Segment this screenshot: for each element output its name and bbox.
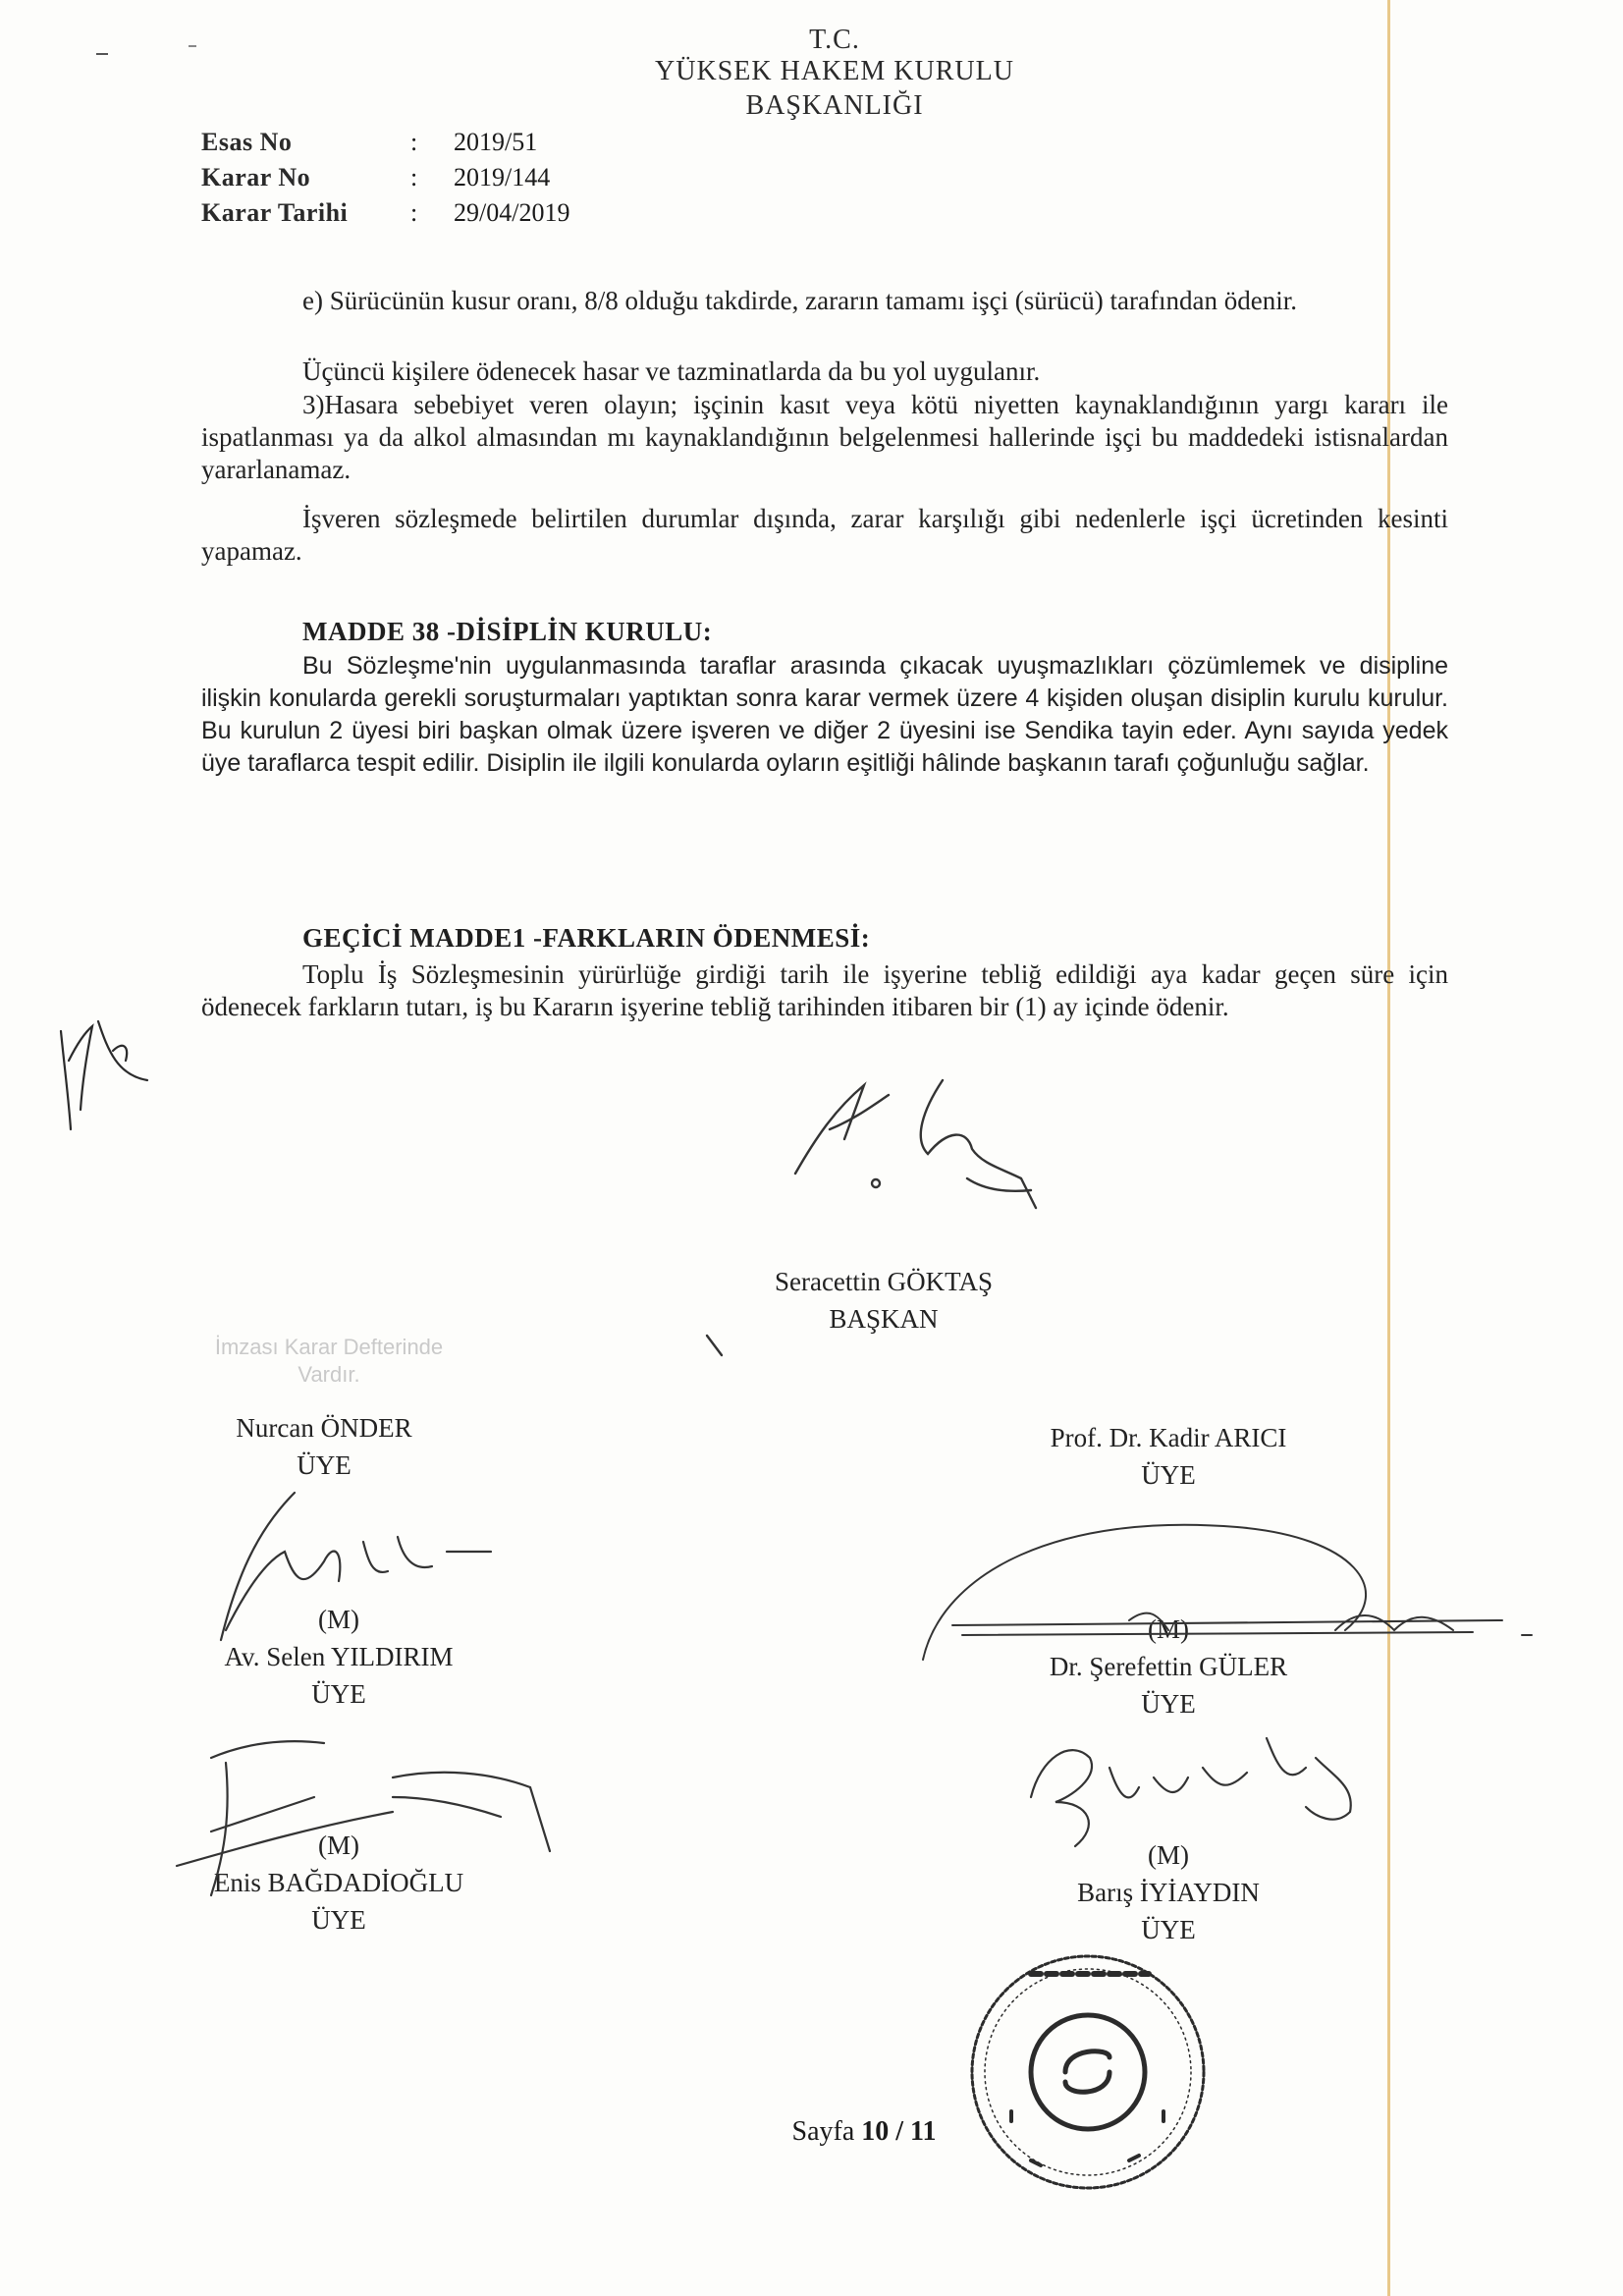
member3-mark: (M) xyxy=(318,1605,359,1634)
header-presidency: BAŞKANLIĞI xyxy=(745,90,924,121)
member4-signature xyxy=(923,1525,1532,1660)
karar-tarihi-colon: : xyxy=(410,198,418,227)
paragraph-third-parties: Üçüncü kişilere ödenecek hasar ve tazminatlarda da bu yol uygulanır. xyxy=(302,356,1041,386)
member5-signature xyxy=(177,1741,550,1895)
member4-role: ÜYE xyxy=(1141,1689,1196,1719)
official-seal xyxy=(972,1956,1204,2188)
page-footer-prefix: Sayfa xyxy=(791,2116,855,2147)
member1-name: Nurcan ÖNDER xyxy=(236,1413,412,1443)
heading-gecici-madde: GEÇİCİ MADDE1 -FARKLARIN ÖDENMESİ: xyxy=(302,923,871,953)
member6-name: Barış İYİAYDIN xyxy=(1077,1878,1260,1907)
faded-note-line2: Vardır. xyxy=(298,1362,360,1387)
page-footer-number: 10 / 11 xyxy=(861,2116,937,2147)
member6-mark: (M) xyxy=(1148,1840,1189,1870)
margin-initials xyxy=(61,1021,147,1129)
karar-no-label: Karar No xyxy=(201,163,311,191)
member3-name: Av. Selen YILDIRIM xyxy=(224,1642,454,1671)
header-institution: YÜKSEK HAKEM KURULU xyxy=(655,56,1014,86)
chair-signature xyxy=(707,1080,1036,1355)
esas-no-colon: : xyxy=(410,128,418,156)
member5-mark: (M) xyxy=(318,1831,359,1860)
member1-role: ÜYE xyxy=(297,1450,352,1480)
header-tc: T.C. xyxy=(809,25,860,55)
member6-signature xyxy=(1031,1738,1351,1846)
chair-name: Seracettin GÖKTAŞ xyxy=(774,1267,994,1296)
esas-no-label: Esas No xyxy=(201,128,293,156)
paragraph-employer: İşveren sözleşmede belirtilen durumlar dışında, zarar karşılığı gibi nedenlerle işçi ücretinden kesinti yapamaz. xyxy=(201,504,1448,566)
karar-tarihi-value: 29/04/2019 xyxy=(454,198,570,227)
member3-signature xyxy=(221,1493,491,1640)
member4-mark: (M) xyxy=(1148,1614,1189,1644)
member4-name: Dr. Şerefettin GÜLER xyxy=(1049,1652,1288,1681)
karar-no-colon: : xyxy=(410,163,418,191)
karar-no-value: 2019/144 xyxy=(454,163,551,191)
member3-role: ÜYE xyxy=(311,1679,366,1709)
chair-role: BAŞKAN xyxy=(829,1304,939,1334)
heading-madde-38: MADDE 38 -DİSİPLİN KURULU: xyxy=(302,617,713,646)
paragraph-e: e) Sürücünün kusur oranı, 8/8 olduğu takdirde, zararın tamamı işçi (sürücü) tarafından ödenir. xyxy=(302,286,1297,315)
paragraph-madde-38: Bu Sözleşme'nin uygulanmasında taraflar arasında çıkacak uyuşmazlıkları çözümlemek ve disipline ilişkin konularda gerekli soruşturmaları yaptıktan sonra karar vermek üzere 4 kişiden oluşan disiplin kurulu kurulur. Bu kurulun 2 üyesi biri başkan olmak üzere işveren ve diğer 2 üyesini ise Sendika tayin eder. Aynı sayıda yedek üye taraflarca tespit edilir. Disiplin ile ilgili konularda oyların eşitliği hâlinde başkanın tarafı çoğunluğu sağlar. xyxy=(201,652,1448,777)
paragraph-3: 3)Hasara sebebiyet veren olayın; işçinin kasıt veya kötü niyetten kaynaklandığının yargı kararı ile ispatlanması ya da alkol almasından mı kaynaklandığının belgelenmesi hallerinde işçi bu maddedeki istisnalardan yararlanamaz. xyxy=(201,390,1448,484)
faded-note-line1: İmzası Karar Defterinde xyxy=(214,1335,444,1359)
member5-role: ÜYE xyxy=(311,1905,366,1935)
paragraph-gecici-madde: Toplu İş Sözleşmesinin yürürlüğe girdiği tarih ile işyerine tebliğ edildiği aya kadar geçen süre için ödenecek farkların tutarı, iş bu Kararın işyerine tebliğ tarihinden itibaren bir (1) ay içinde ödenir. xyxy=(201,959,1448,1021)
member2-name: Prof. Dr. Kadir ARICI xyxy=(1050,1423,1287,1452)
member2-role: ÜYE xyxy=(1141,1460,1196,1490)
esas-no-value: 2019/51 xyxy=(454,128,538,156)
karar-tarihi-label: Karar Tarihi xyxy=(201,198,349,227)
member6-role: ÜYE xyxy=(1141,1915,1196,1944)
member5-name: Enis BAĞDADİOĞLU xyxy=(213,1868,464,1897)
